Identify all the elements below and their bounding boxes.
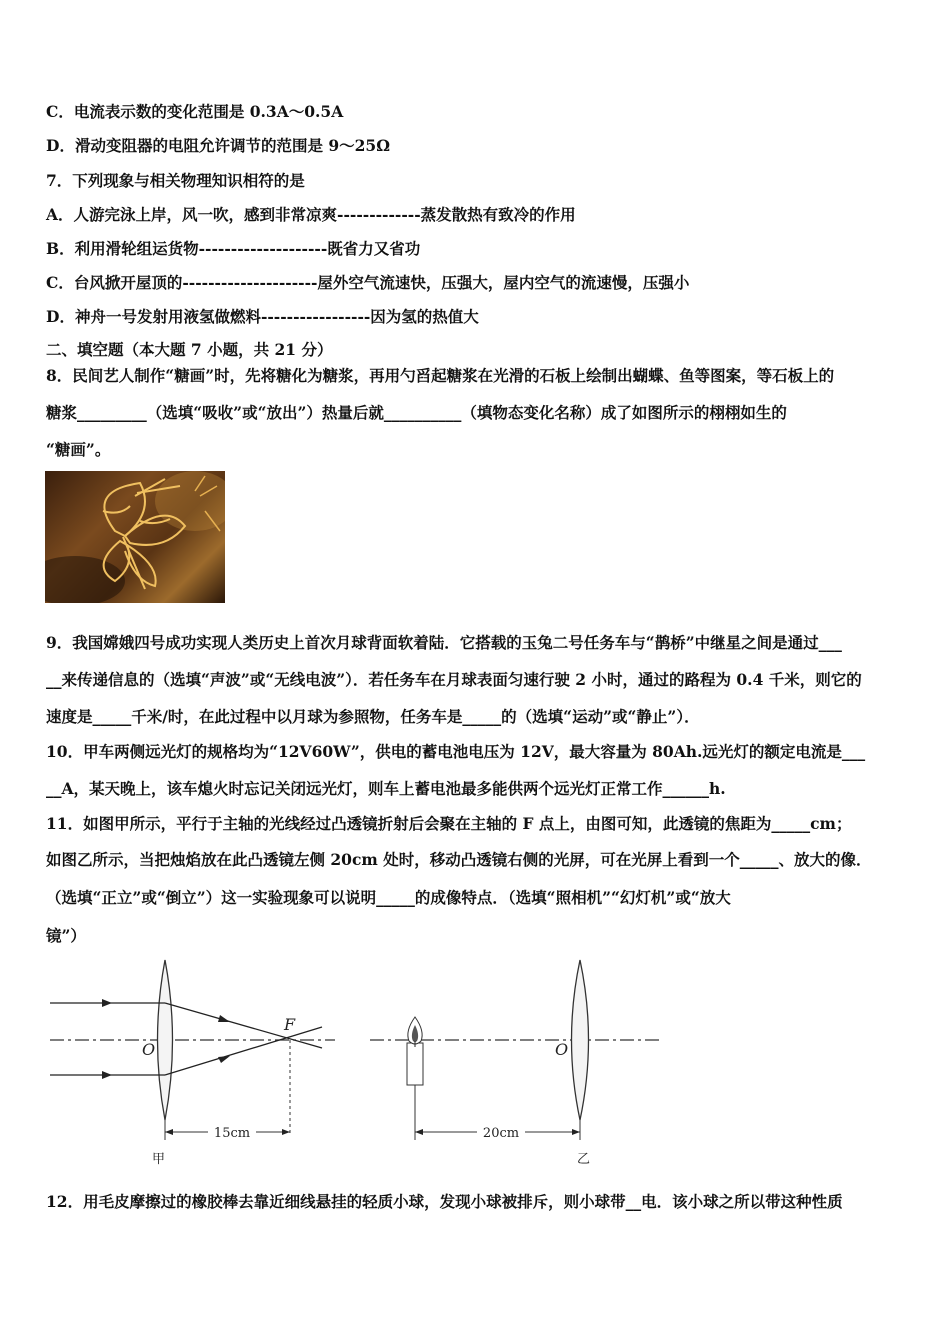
question-8-line-1: 8．民间艺人制作“糖画”时，先将糖化为糖浆，再用勺舀起糖浆在光滑的石板上绘制出蝴蝶、鱼等图案，等石板上的	[46, 366, 835, 385]
figure-yi-candle-lens	[365, 955, 665, 1170]
focus-label-f: F	[284, 1015, 296, 1034]
distance-label-20cm: 20cm	[482, 1126, 520, 1141]
section-heading: 二、填空题（本大题 7 小题，共 21 分）	[46, 340, 333, 359]
option-d-resistance: D．滑动变阻器的电阻允许调节的范围是 9～25Ω	[46, 136, 390, 155]
figure-jia-convex-lens	[40, 955, 340, 1170]
arrow-right-icon	[282, 1129, 290, 1135]
arrow-left-icon	[165, 1129, 173, 1135]
candle-icon	[407, 1017, 423, 1085]
sugar-painting-photo	[45, 471, 225, 603]
q7-option-c: C．台风掀开屋顶的---------------------屋外空气流速快，压强大，屋内空气的流速慢，压强小	[46, 273, 690, 292]
q7-option-d: D．神舟一号发射用液氢做燃料-----------------因为氢的热值大	[46, 307, 479, 326]
question-10-line-2: __A，某天晚上，该车熄火时忘记关闭远光灯，则车上蓄电池最多能供两个远光灯正常工作______h.	[46, 779, 726, 798]
convex-lens	[572, 960, 589, 1120]
option-c-current: C．电流表示数的变化范围是 0.3A～0.5A	[46, 102, 344, 121]
question-11-line-4: 镜”）	[46, 926, 86, 945]
question-11-line-2: 如图乙所示，当把烛焰放在此凸透镜左侧 20cm 处时，移动凸透镜右侧的光屏，可在光屏上看到一个_____、放大的像．	[46, 850, 872, 869]
convex-lens	[158, 960, 173, 1120]
question-8-line-3: “糖画”。	[46, 440, 111, 459]
question-11-line-1: 11．如图甲所示，平行于主轴的光线经过凸透镜折射后会聚在主轴的 F 点上，由图可知，此透镜的焦距为_____cm；	[46, 814, 852, 833]
incident-rays	[50, 1003, 322, 1075]
arrow-right-icon	[572, 1129, 580, 1135]
lens-label-o: O	[555, 1040, 569, 1059]
distance-label-15cm: 15cm	[213, 1126, 251, 1141]
caption-yi: 乙	[577, 1152, 591, 1167]
question-11-line-3: （选填“正立”或“倒立”）这一实验现象可以说明_____的成像特点．（选填“照相机”“幻灯机”或“放大	[46, 888, 731, 907]
question-9-line-1: 9．我国嫦娥四号成功实现人类历史上首次月球背面软着陆．它搭载的玉兔二号任务车与“鹊桥”中继星之间是通过___	[46, 633, 842, 652]
question-12-line-1: 12．用毛皮摩擦过的橡胶棒去靠近细线悬挂的轻质小球，发现小球被排斥，则小球带__电．该小球之所以带这种性质	[46, 1192, 843, 1211]
caption-jia: 甲	[152, 1152, 166, 1167]
question-9-line-2: __来传递信息的（选填“声波”或“无线电波”）．若任务车在月球表面匀速行驶 2 小时，通过的路程为 0.4 千米，则它的	[46, 670, 862, 689]
question-9-line-3: 速度是_____千米/时，在此过程中以月球为参照物，任务车是_____的（选填“运动”或“静止”）．	[46, 707, 700, 726]
question-8-line-2: 糖浆_________（选填“吸收”或“放出”）热量后就__________（填物态变化名称）成了如图所示的栩栩如生的	[46, 403, 787, 422]
q7-option-b: B．利用滑轮组运货物--------------------既省力又省功	[46, 239, 421, 258]
arrow-left-icon	[415, 1129, 423, 1135]
q7-option-a: A．人游完泳上岸，风一吹，感到非常凉爽-------------蒸发散热有致冷的作用	[46, 205, 576, 224]
question-7-stem: 7．下列现象与相关物理知识相符的是	[46, 171, 305, 190]
question-10-line-1: 10．甲车两侧远光灯的规格均为“12V60W”，供电的蓄电池电压为 12V，最大容量为 80Ah.远光灯的额定电流是___	[46, 742, 866, 761]
butterfly-sugar-art-image	[45, 471, 225, 603]
lens-label-o: O	[142, 1040, 156, 1059]
